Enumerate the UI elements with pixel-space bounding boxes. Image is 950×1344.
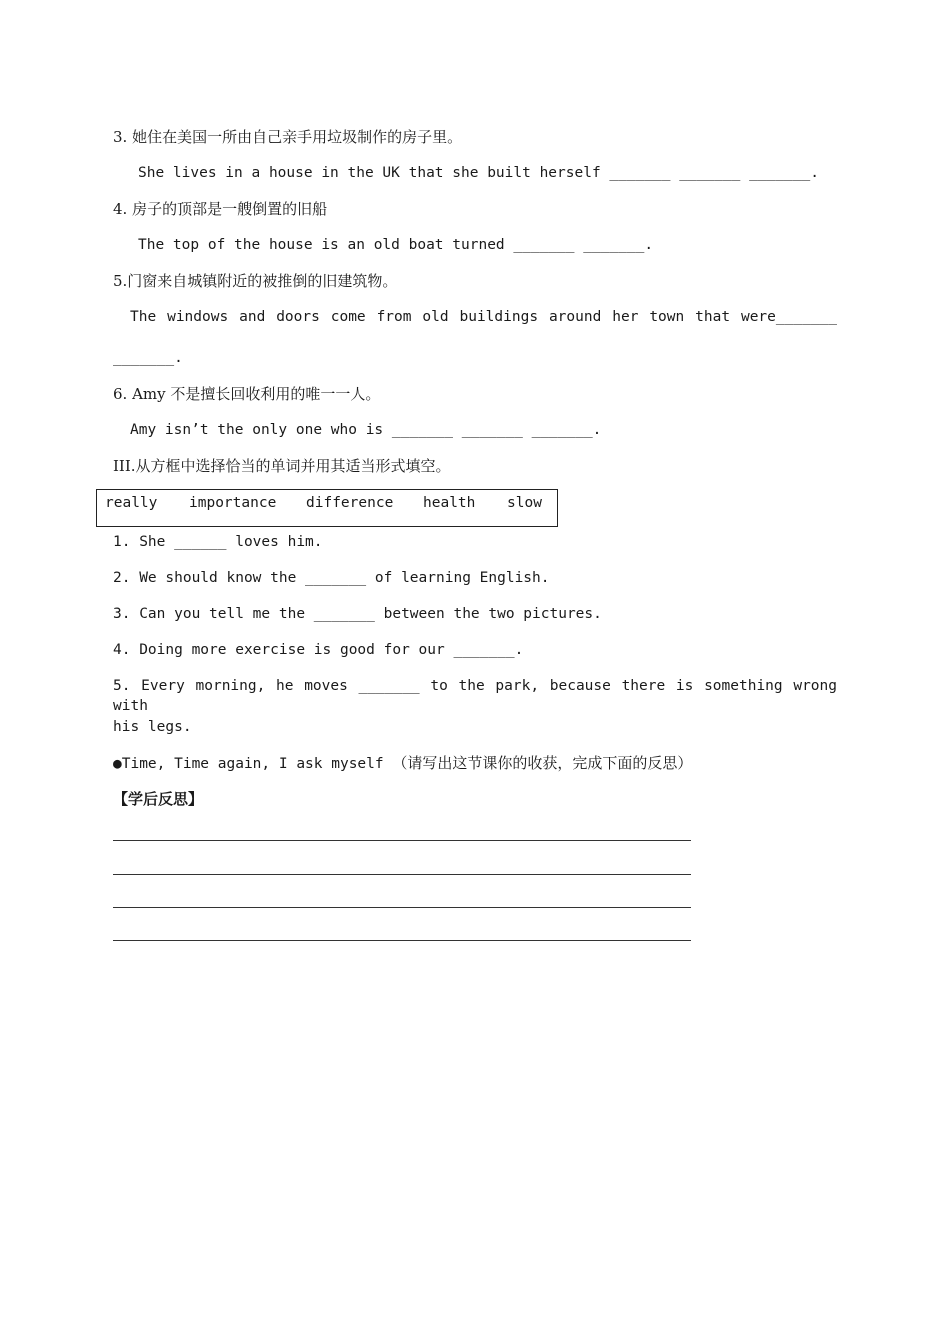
part3-question-5: 5. Every morning, he moves _______ to the park, because there is something wrong with [113,678,837,714]
item6-chinese: 6. Amy 不是擅长回收利用的唯一一人。 [113,385,381,403]
word-bank-item: slow [507,495,542,511]
reflection-prompt-english: ●Time, Time again, I ask myself [113,756,393,772]
item4-english: The top of the house is an old boat turned _______ _______. [138,237,654,253]
item5-english: The windows and doors come from old buildings around her town that were_______ [130,309,837,325]
answer-line[interactable] [113,840,691,841]
word-bank-box [96,489,558,527]
item5-chinese: 5.门窗来自城镇附近的被推倒的旧建筑物。 [113,272,398,290]
part3-question-1: 1. She ______ loves him. [113,534,323,550]
part3-question-4: 4. Doing more exercise is good for our _______. [113,642,524,658]
reflection-prompt [113,753,692,774]
word-bank-item: really [105,495,158,511]
item6-english: Amy isn’t the only one who is _______ _______ _______. [130,422,602,438]
reflection-title: 【学后反思】 [113,790,204,808]
item3-english: She lives in a house in the UK that she built herself _______ _______ _______. [138,165,819,181]
item5-english-continued: _______. [113,350,183,366]
answer-line[interactable] [113,907,691,908]
answer-line[interactable] [113,874,691,875]
part3-question-2: 2. We should know the _______ of learning English. [113,570,550,586]
answer-line[interactable] [113,940,691,941]
item3-chinese: 3. 她住在美国一所由自己亲手用垃圾制作的房子里。 [113,128,463,146]
part3-question-3: 3. Can you tell me the _______ between the two pictures. [113,606,602,622]
part3-question-5-continued: his legs. [113,719,192,735]
word-bank-item: importance [189,495,277,511]
word-bank-item: difference [306,495,394,511]
word-bank-item: health [423,495,476,511]
reflection-prompt-chinese: （请写出这节课你的收获，完成下面的反思） [392,754,693,772]
item4-chinese: 4. 房子的顶部是一艘倒置的旧船 [113,200,328,218]
part3-heading: III.从方框中选择恰当的单词并用其适当形式填空。 [113,457,451,475]
